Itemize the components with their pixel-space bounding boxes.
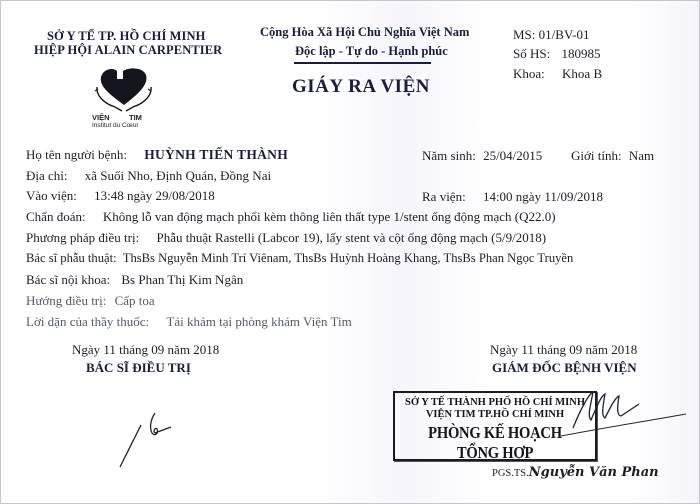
- logo-text-vien: VIỆN: [92, 113, 110, 122]
- ms-field: [513, 27, 589, 43]
- right-signature-date: Ngày 11 tháng 09 năm 2018: [490, 342, 638, 357]
- ms-label: MS:: [513, 27, 536, 42]
- internist-label: Bác sĩ nội khoa:: [26, 272, 111, 287]
- attending-doctor-signature-icon: [111, 411, 176, 471]
- address-label: Địa chỉ:: [26, 168, 68, 183]
- stamp-line-3: PHÒNG KẾ HOẠCH TỔNG HỢP: [428, 423, 562, 462]
- dob-label: Năm sinh:: [422, 148, 476, 163]
- patient-name-row: [26, 147, 288, 163]
- right-signature-title: GIÁM ĐỐC BỆNH VIỆN: [492, 360, 637, 375]
- patient-name-value: HUỲNH TIẾN THÀNH: [144, 147, 289, 162]
- hs-value: 180985: [561, 46, 601, 61]
- khoa-field: [513, 66, 602, 82]
- gender-row: [571, 148, 654, 164]
- document-title: GIÁY RA VIỆN: [292, 76, 430, 97]
- motto-underline: [294, 62, 431, 64]
- surgeons-value: ThsBs Nguyễn Minh Trí Viênam, ThsBs Huỳnh Hoàng Khang, ThsBs Phan Ngọc Truyền: [122, 251, 574, 265]
- khoa-label: Khoa:: [513, 66, 545, 81]
- director-signature-icon: [561, 386, 700, 446]
- logo-text-tim: TIM: [129, 113, 142, 122]
- admit-value: 13:48 ngày 29/08/2018: [94, 188, 215, 203]
- director-signer: [492, 465, 659, 480]
- diagnosis-label: Chẩn đoán:: [26, 209, 86, 224]
- surgeons-row: [26, 251, 573, 266]
- gender-label: Giới tính:: [571, 148, 622, 163]
- stamp-line-1: SỞ Y TẾ THÀNH PHỐ HỒ CHÍ MINH: [405, 397, 585, 408]
- address-value: xã Suối Nho, Định Quán, Đồng Nai: [84, 168, 272, 183]
- admit-row: [26, 188, 215, 204]
- hs-field: [513, 46, 600, 62]
- dob-row: [422, 148, 542, 164]
- motto: Độc lập - Tự do - Hạnh phúc: [295, 44, 448, 58]
- advice-row: [26, 314, 352, 330]
- stamp-line-2: VIỆN TIM TP.HỒ CHÍ MINH: [425, 409, 565, 420]
- nation-title: Cộng Hòa Xã Hội Chủ Nghĩa Việt Nam: [260, 25, 470, 39]
- patient-name-label: Họ tên người bệnh:: [26, 147, 127, 162]
- khoa-value: Khoa B: [562, 66, 603, 81]
- discharge-label: Ra viện:: [422, 189, 466, 204]
- treatment-label: Phương pháp điều trị:: [26, 230, 140, 245]
- heart-hands-logo-icon: [89, 65, 159, 113]
- internist-value: Bs Phan Thị Kim Ngân: [121, 272, 244, 287]
- left-signature-title: BÁC SĨ ĐIỀU TRỊ: [86, 360, 191, 375]
- left-signature-date: Ngày 11 tháng 09 năm 2018: [72, 342, 220, 357]
- signer-prefix: PGS.TS.: [492, 468, 529, 479]
- gender-value: Nam: [628, 148, 655, 163]
- direction-label: Hướng điều trị:: [26, 293, 107, 308]
- treatment-value: Phẫu thuật Rastelli (Labcor 19), lấy stent và cột ống động mạch (5/9/2018): [156, 230, 547, 245]
- direction-value: Cấp toa: [114, 293, 155, 308]
- vien-tim-logo: [89, 65, 159, 131]
- direction-row: [26, 293, 155, 309]
- discharge-row: [422, 189, 603, 205]
- advice-value: Tái khám tại phòng khám Viện Tim: [166, 314, 352, 329]
- discharge-value: 14:00 ngày 11/09/2018: [482, 189, 604, 204]
- internist-row: [26, 272, 243, 288]
- surgeons-label: Bác sĩ phẫu thuật:: [26, 251, 117, 265]
- admit-label: Vào viện:: [26, 188, 77, 203]
- advice-label: Lời dặn của thầy thuốc:: [26, 314, 150, 329]
- treatment-row: [26, 230, 546, 246]
- address-row: [26, 168, 271, 184]
- diagnosis-value: Không lỗ van động mạch phổi kèm thông liên thất type 1/stent ống động mạch (Q22.0): [102, 209, 556, 224]
- diagnosis-row: [26, 209, 556, 225]
- hs-label: Số HS:: [513, 46, 551, 61]
- signer-name: Nguyễn Văn Phan: [528, 465, 659, 480]
- dob-value: 25/04/2015: [483, 148, 543, 163]
- org-line-2: HIỆP HỘI ALAIN CARPENTIER: [34, 43, 223, 57]
- org-line-1: SỞ Y TẾ TP. HỒ CHÍ MINH: [47, 29, 206, 43]
- logo-subtitle: Institut du Cœur: [92, 122, 139, 129]
- ms-value: 01/BV-01: [538, 27, 590, 42]
